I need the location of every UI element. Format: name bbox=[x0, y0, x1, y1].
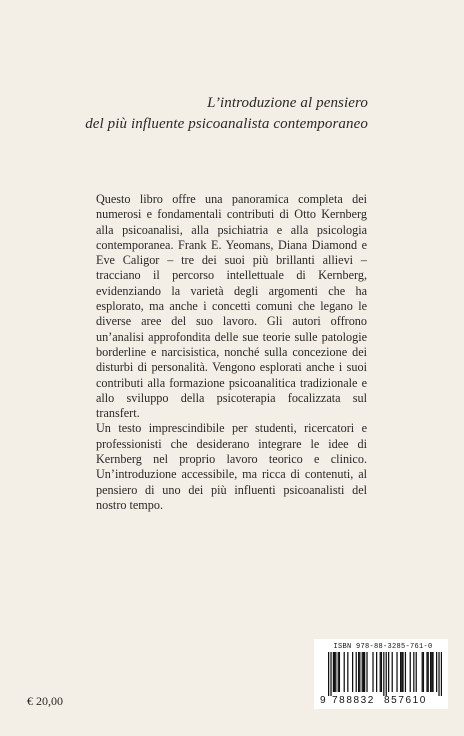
barcode-bar bbox=[441, 652, 442, 696]
barcode-bar bbox=[380, 652, 381, 692]
barcode-digits-group-1: 788832 bbox=[332, 695, 375, 706]
barcode-bar bbox=[356, 652, 357, 692]
barcode-bar bbox=[338, 652, 339, 692]
tagline-line-2: del più influente psicoanalista contemporaneo bbox=[85, 116, 368, 132]
barcode-bar bbox=[401, 652, 402, 692]
barcode-bar bbox=[402, 652, 403, 692]
barcode-bar bbox=[423, 652, 424, 692]
barcode-bar bbox=[436, 652, 437, 692]
barcode-bar bbox=[358, 652, 359, 692]
barcode-box bbox=[314, 639, 448, 709]
price: € 20,00 bbox=[27, 694, 63, 708]
barcode-bar bbox=[335, 652, 336, 692]
barcode-bar bbox=[392, 652, 393, 692]
barcode-bar bbox=[416, 652, 417, 692]
barcode-bar bbox=[426, 652, 427, 692]
tagline bbox=[85, 93, 368, 135]
barcode-bar bbox=[381, 652, 382, 692]
barcode-digit-lead: 9 bbox=[320, 695, 326, 706]
barcode-bar bbox=[344, 652, 345, 692]
barcode-digits bbox=[320, 695, 442, 706]
barcode-bar bbox=[362, 652, 363, 692]
barcode-bar bbox=[347, 652, 348, 692]
barcode-bar bbox=[400, 652, 401, 692]
barcode-bar bbox=[330, 652, 331, 696]
barcode-bar bbox=[352, 652, 353, 692]
barcode-bar bbox=[372, 652, 373, 692]
barcode-bar bbox=[359, 652, 360, 692]
barcode-bar bbox=[413, 652, 414, 692]
barcode-bar bbox=[431, 652, 432, 692]
barcode-bar bbox=[363, 652, 364, 692]
barcode-bar bbox=[430, 652, 431, 692]
isbn-label: ISBN 978-88-3285-761-0 bbox=[333, 643, 433, 651]
barcode-bar bbox=[366, 652, 367, 692]
barcode-bar bbox=[422, 652, 423, 692]
blurb bbox=[96, 192, 367, 513]
barcode-bar bbox=[438, 652, 439, 696]
barcode-bar bbox=[339, 652, 340, 692]
barcode-bar bbox=[410, 652, 411, 692]
blurb-paragraph-1: Questo libro offre una panoramica completa dei numerosi e fondamentali contributi di Otto Kernberg alla psicoanalisi, alla psichiatria e alla psicologia contemporanea. Frank E. Yeomans, Diana Diamond e Eve Caligor – tre dei suoi più brillanti allievi – tracciano il percorso intellettuale di Kernberg, evidenziando la varietà degli argomenti che ha esplorato, ma anche i concetti comuni che legano le diverse aree del suo lavoro. Gli autori offrono un’analisi approfondita delle sue teorie sulle patologie borderline e narcisistica, nonché sulla concezione dei disturbi di personalità. Vengono esplorati anche i suoi contributi alla formazione psicoanalitica tradizionale e allo sviluppo della psicoterapia focalizzata sul transfert. bbox=[96, 192, 367, 421]
barcode-bar bbox=[428, 652, 429, 692]
barcode-bar bbox=[334, 652, 335, 692]
barcode-bar bbox=[432, 652, 433, 692]
barcode-bar bbox=[328, 652, 329, 696]
barcode-bar bbox=[405, 652, 406, 692]
tagline-line-1: L’introduzione al pensiero bbox=[207, 95, 368, 111]
barcode-bar bbox=[396, 652, 397, 692]
barcode-bar bbox=[376, 652, 377, 692]
blurb-paragraph-2: Un testo imprescindibile per studenti, ricercatori e professionisti che desiderano integrare le idee di Kernberg nel proprio lavoro teorico e clinico. Un’introduzione accessibile, ma ricca di contenuti, al pensiero di uno dei più influenti psicoanalisti del nostro tempo. bbox=[96, 421, 367, 512]
barcode-bars bbox=[328, 652, 442, 696]
barcode-bar bbox=[383, 652, 384, 696]
barcode-digits-group-2: 857610 bbox=[384, 695, 427, 706]
barcode-bar bbox=[386, 652, 387, 696]
barcode-bar bbox=[364, 652, 365, 692]
barcode-bar bbox=[333, 652, 334, 692]
barcode-bar bbox=[388, 652, 389, 692]
